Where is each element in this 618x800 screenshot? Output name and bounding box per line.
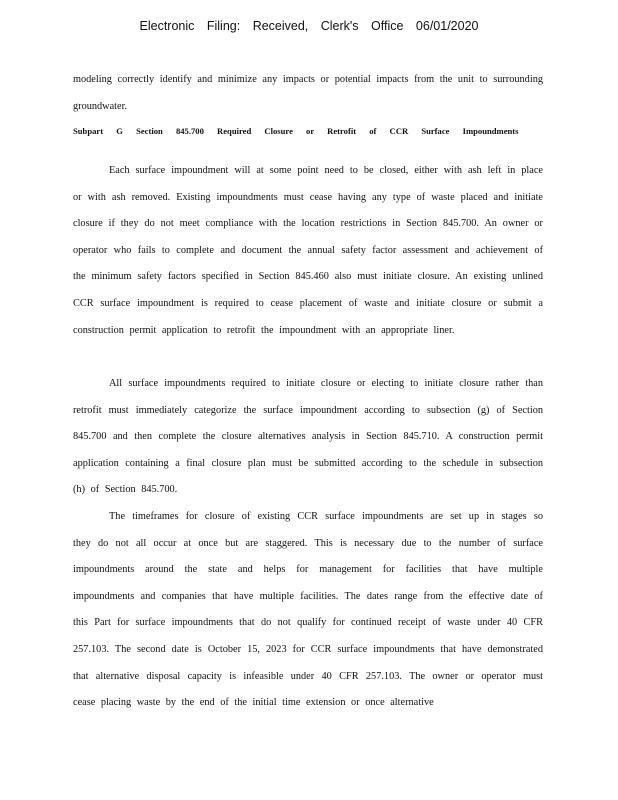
paragraph-text: Each surface impoundment will at some point need to be closed, either with ash left in place or with ash removed. Existing impoundments must cease having any type of waste placed and initiate closure if they do not meet compliance with the location restrictions in Section 845.700. An owner or operator who fails to complete and document the annual safety factor assessment and achievement of the minimum safety factors specified in Section 845.460 also must initiate closure. An existing unlined CCR surface impoundment is required to cease placement of waste and initiate closure or submit a construction permit application to retrofit the impoundment with an appropriate liner. bbox=[73, 165, 543, 336]
continuation-paragraph: modeling correctly identify and minimize any impacts or potential impacts from the unit to surrounding groundwater. bbox=[73, 74, 543, 112]
paragraph-text: All surface impoundments required to initiate closure or electing to initiate closure rather than retrofit must immediately categorize the surface impoundment according to subsection (g) of Section 845.700 and then complete the closure alternatives analysis in Section 845.710. A construction permit application containing a final closure plan must be submitted according to the schedule in subsection (h) of Section 845.700. bbox=[73, 378, 543, 496]
paragraph-categorization bbox=[73, 371, 543, 504]
section-heading: Subpart G Section 845.700 Required Closure or Retrofit of CCR Surface Impoundments bbox=[73, 126, 519, 136]
paragraph-timeframes bbox=[73, 504, 543, 717]
paragraph-closure-requirements bbox=[73, 158, 543, 344]
paragraph-text: The timeframes for closure of existing CCR surface impoundments are set up in stages so they do not all occur at once but are staggered. This is necessary due to the number of surface impoundments around the state and helps for management for facilities that have multiple impoundments and companies that have multiple facilities. The dates range from the effective date of this Part for surface impoundments that do not qualify for continued receipt of waste under 40 CFR 257.103. The second date is October 15, 2023 for CCR surface impoundments that have demonstrated that alternative disposal capacity is infeasible under 40 CFR 257.103. The owner or operator must cease placing waste by the end of the initial time extension or once alternative bbox=[73, 511, 543, 709]
electronic-filing-header: Electronic Filing: Received, Clerk's Office 06/01/2020 bbox=[139, 19, 479, 33]
